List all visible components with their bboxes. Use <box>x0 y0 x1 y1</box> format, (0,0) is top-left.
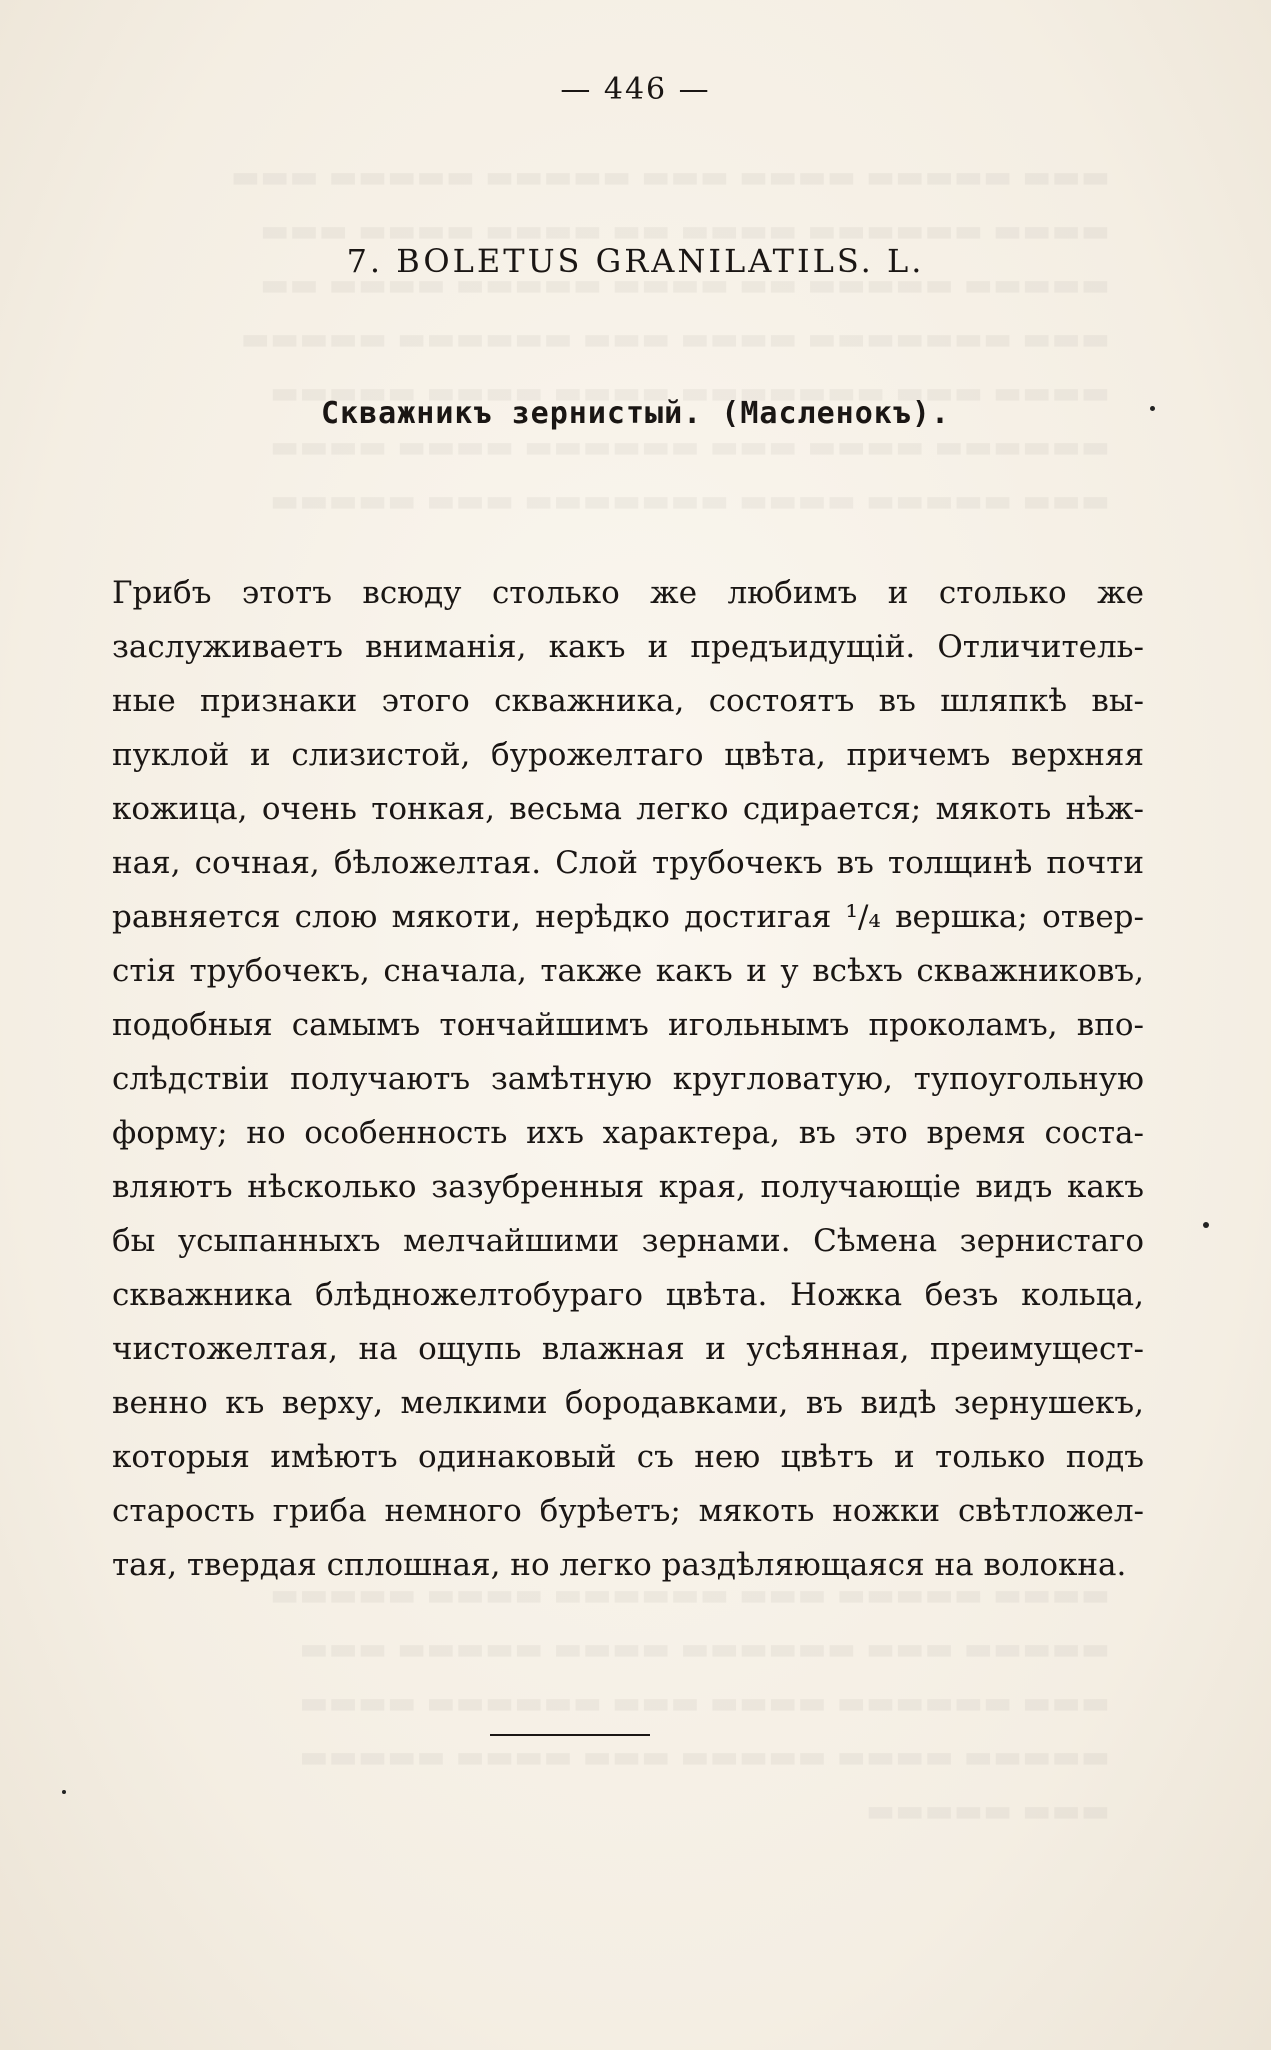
text-line: чистожелтая, на ощупь влажная и усѣянная, преимущест- <box>112 1331 1144 1367</box>
text-line: тая, твердая сплошная, но легко раздѣляющаяся на волокна. <box>112 1547 1127 1583</box>
text-line: стія трубочекъ, сначала, также какъ и у всѣхъ скважниковъ, <box>112 953 1144 989</box>
ink-speck <box>62 1790 66 1794</box>
bleed-through-texture <box>150 150 1110 528</box>
text-line: слѣдствіи получаютъ замѣтную кругловатую, тупоугольную <box>112 1061 1144 1097</box>
bleed-through-texture-lower <box>150 1568 1110 1838</box>
text-line: которыя имѣютъ одинаковый съ нею цвѣтъ и только подъ <box>112 1439 1144 1475</box>
section-subtitle: Скважникъ зернистый. (Масленокъ). <box>320 396 951 431</box>
text-line: форму; но особенность ихъ характера, въ это время соста- <box>112 1115 1144 1151</box>
page-number: — 446 — <box>560 72 711 107</box>
ink-speck <box>1150 406 1155 411</box>
text-line: пуклой и слизистой, бурожелтаго цвѣта, причемъ верхняя <box>112 737 1144 773</box>
text-line: бы усыпанныхъ мелчайшими зернами. Сѣмена зернистаго <box>112 1223 1144 1259</box>
text-line: венно къ верху, мелкими бородавками, въ видѣ зернушекъ, <box>112 1385 1144 1421</box>
section-title: 7. BOLETUS GRANILATILS. L. <box>346 242 925 280</box>
text-line: заслуживаетъ вниманія, какъ и предъидущій. Отличитель- <box>112 629 1144 665</box>
text-line: ная, сочная, бѣложелтая. Слой трубочекъ въ толщинѣ почти <box>112 845 1144 881</box>
text-line: равняется слою мякоти, нерѣдко достигая ¹/₄ вершка; отвер- <box>112 899 1144 935</box>
text-line: подобныя самымъ тончайшимъ игольнымъ проколамъ, впо- <box>112 1007 1144 1043</box>
text-line: старость гриба немного бурѣетъ; мякоть ножки свѣтложел- <box>112 1493 1144 1529</box>
text-line: вляютъ нѣсколько зазубренныя края, получающіе видъ какъ <box>112 1169 1144 1205</box>
end-rule <box>490 1734 650 1736</box>
text-line: ные признаки этого скважника, состоятъ въ шляпкѣ вы- <box>112 683 1144 719</box>
text-line: Грибъ этотъ всюду столько же любимъ и столько же <box>112 575 1144 611</box>
text-line: кожица, очень тонкая, весьма легко сдирается; мякоть нѣж- <box>112 791 1144 827</box>
ink-speck <box>1203 1222 1209 1228</box>
text-line: скважника блѣдножелтобураго цвѣта. Ножка безъ кольца, <box>112 1277 1144 1313</box>
body-paragraph <box>112 566 1144 1592</box>
